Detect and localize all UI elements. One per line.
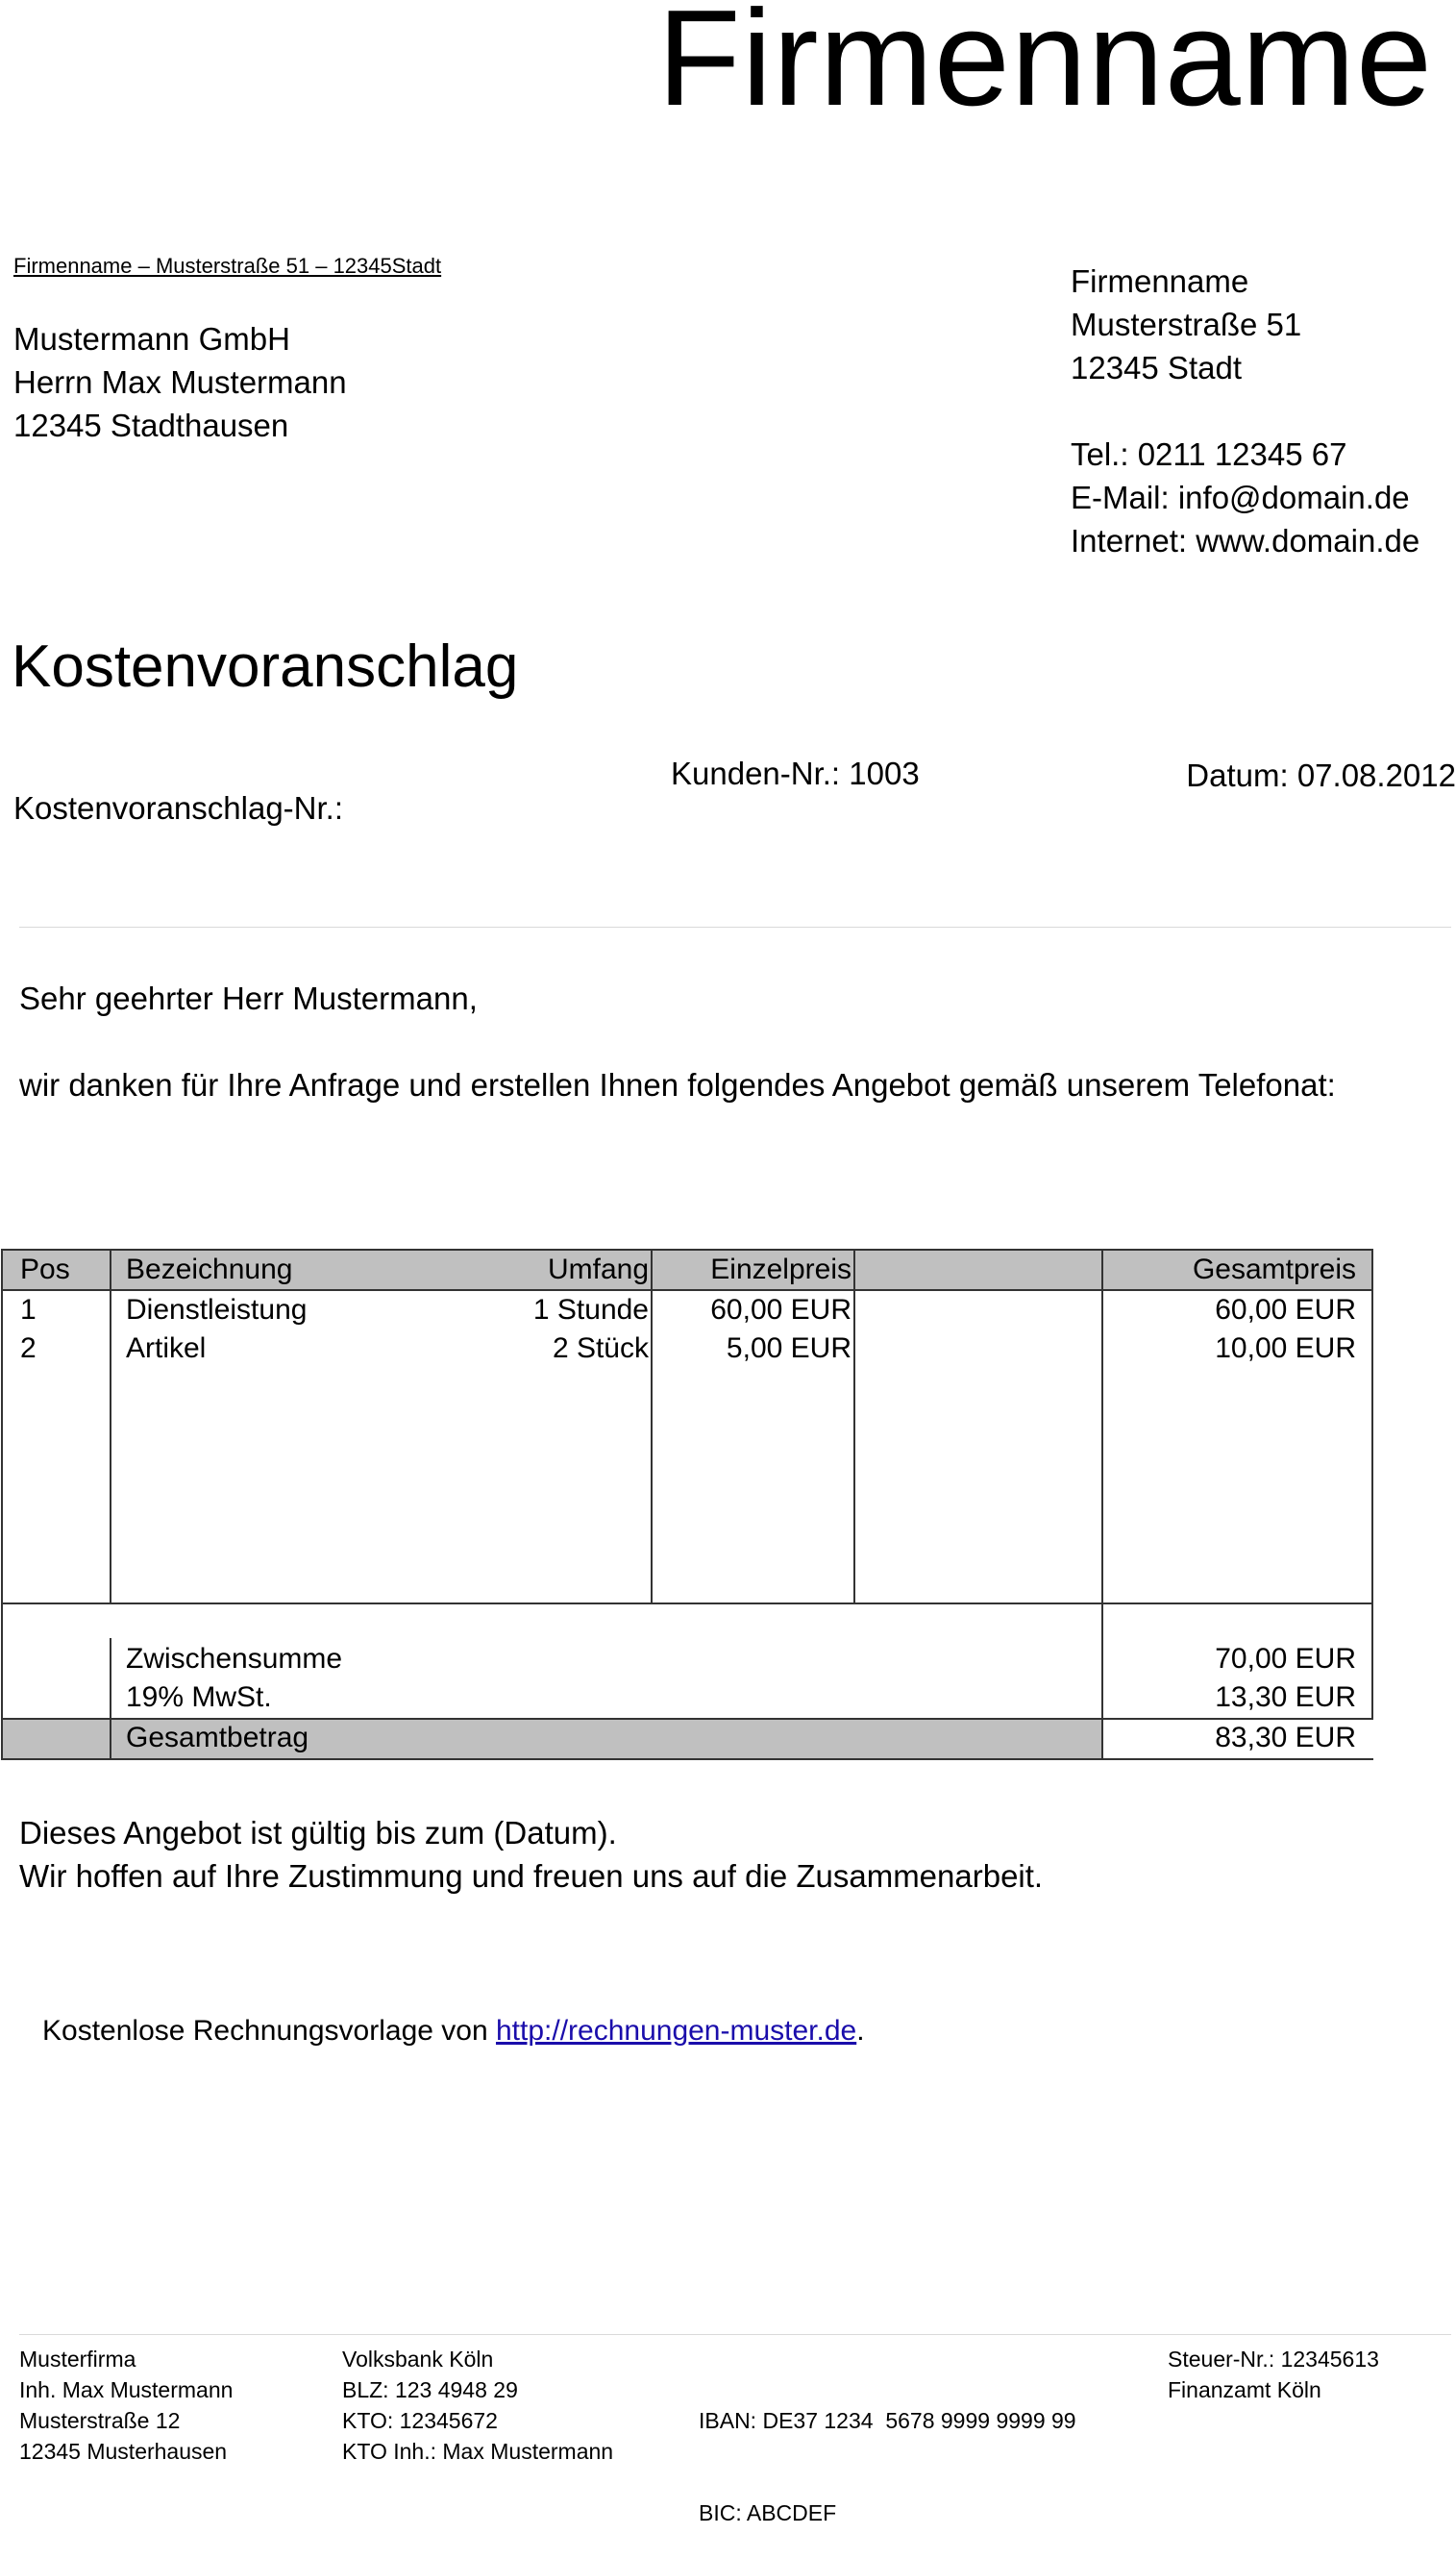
row2-total: 10,00 EUR <box>1215 1332 1356 1364</box>
recipient-address <box>13 317 347 447</box>
header-pos: Pos <box>20 1254 70 1285</box>
recipient-person: Herrn Max Mustermann <box>13 364 347 400</box>
footer-tax-line: Finanzamt Köln <box>1168 2377 1321 2402</box>
footer-company-line: Musterfirma <box>19 2347 136 2372</box>
grand-total-label: Gesamtbetrag <box>126 1722 309 1753</box>
row2-description: Artikel <box>126 1332 207 1364</box>
credit-prefix: Kostenlose Rechnungsvorlage von <box>42 2015 496 2047</box>
validity-line: Dieses Angebot ist gültig bis zum (Datum). <box>19 1815 617 1851</box>
document-title: Kostenvoranschlag <box>12 634 519 700</box>
footer-tax-line: Steuer-Nr.: 12345613 <box>1168 2347 1379 2372</box>
closing-text <box>19 1811 1043 1898</box>
closing-line: Wir hoffen auf Ihre Zustimmung und freuen uns auf die Zusammenarbeit. <box>19 1858 1044 1894</box>
footer-bank-line: KTO Inh.: Max Mustermann <box>342 2439 614 2464</box>
row2-quantity: 2 Stück <box>552 1332 649 1364</box>
row1-quantity: 1 Stunde <box>532 1294 649 1326</box>
footer-bic-line: BIC: ABCDEF <box>699 2500 837 2525</box>
footer-iban-line: IBAN: DE37 1234 5678 9999 9999 99 <box>699 2408 1076 2433</box>
row2-unit-price: 5,00 EUR <box>726 1332 851 1364</box>
row2-pos: 2 <box>20 1332 37 1364</box>
footer-bank-line: KTO: 12345672 <box>342 2408 498 2433</box>
quote-number-label: Kostenvoranschlag-Nr.: <box>13 790 344 826</box>
vat-value: 13,30 EUR <box>1215 1681 1356 1713</box>
row1-total: 60,00 EUR <box>1215 1294 1356 1326</box>
row1-unit-price: 60,00 EUR <box>710 1294 851 1326</box>
recipient-city: 12345 Stadthausen <box>13 408 289 443</box>
row1-pos: 1 <box>20 1294 37 1326</box>
header-total-price: Gesamtpreis <box>1192 1254 1356 1285</box>
contact-phone: Tel.: 0211 12345 67 <box>1071 436 1347 472</box>
footer-company <box>19 2344 233 2467</box>
document-date: Datum: 07.08.2012 <box>1186 758 1456 793</box>
items-table <box>1 1249 1373 1760</box>
sender-return-line: Firmenname – Musterstraße 51 – 12345Stadt <box>13 254 442 278</box>
header-description: Bezeichnung <box>126 1254 293 1285</box>
header-unit-price: Einzelpreis <box>710 1254 851 1285</box>
footer-bank-line: Volksbank Köln <box>342 2347 494 2372</box>
footer-divider <box>19 2334 1451 2335</box>
header-quantity: Umfang <box>547 1254 649 1285</box>
contact-street: Musterstraße 51 <box>1071 307 1302 342</box>
footer-tax <box>1168 2344 1379 2405</box>
grand-total-value: 83,30 EUR <box>1215 1722 1356 1753</box>
footer-company-line: Musterstraße 12 <box>19 2408 181 2433</box>
contact-email: E-Mail: info@domain.de <box>1071 480 1410 515</box>
footer-iban <box>699 2344 1076 2559</box>
customer-number: Kunden-Nr.: 1003 <box>671 756 920 791</box>
company-name-heading: Firmenname <box>656 0 1433 135</box>
subtotal-label: Zwischensumme <box>126 1643 343 1675</box>
contact-city: 12345 Stadt <box>1071 350 1242 385</box>
footer-company-line: 12345 Musterhausen <box>19 2439 228 2464</box>
salutation: Sehr geehrter Herr Mustermann, <box>19 981 478 1016</box>
footer-bank <box>342 2344 613 2467</box>
credit-suffix: . <box>856 2015 865 2047</box>
contact-name: Firmenname <box>1071 263 1249 299</box>
subtotal-value: 70,00 EUR <box>1215 1643 1356 1675</box>
contact-web: Internet: www.domain.de <box>1071 523 1420 559</box>
recipient-company: Mustermann GmbH <box>13 321 290 357</box>
footer-bank-line: BLZ: 123 4948 29 <box>342 2377 518 2402</box>
intro-text: wir danken für Ihre Anfrage und erstellen Ihnen folgendes Angebot gemäß unserem Telefonat: <box>19 1067 1336 1103</box>
sender-contact-block <box>1071 260 1419 562</box>
divider <box>19 927 1451 928</box>
vat-label: 19% MwSt. <box>126 1681 272 1713</box>
footer-company-line: Inh. Max Mustermann <box>19 2377 234 2402</box>
credit-link[interactable]: http://rechnungen-muster.de <box>495 2015 857 2047</box>
row1-description: Dienstleistung <box>126 1294 308 1326</box>
template-credit <box>42 2015 865 2048</box>
